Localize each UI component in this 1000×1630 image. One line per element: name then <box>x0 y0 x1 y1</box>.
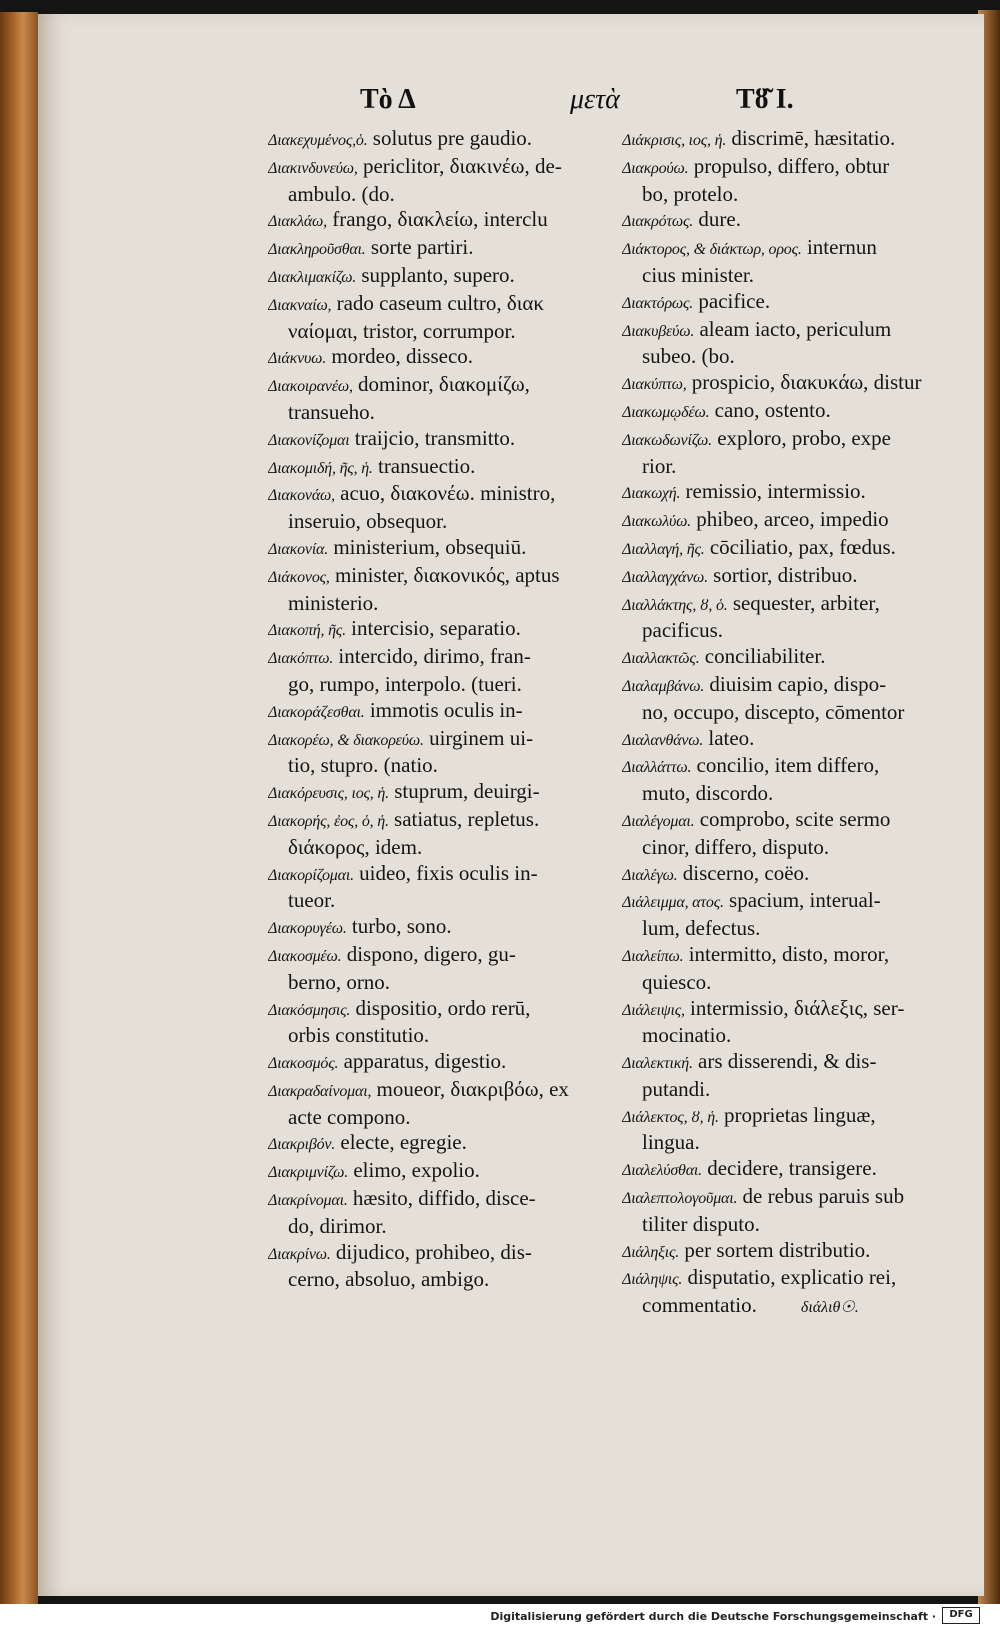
entry-gloss: uirginem ui- tio, stupro. (natio. <box>288 725 534 778</box>
entry-gloss: periclitor, διακινέω, de- ambulo. (do. <box>288 153 562 206</box>
dictionary-entry <box>622 507 940 535</box>
dictionary-entry <box>268 426 586 454</box>
entry-headword: Διακύπτω, <box>622 376 687 394</box>
entry-gloss: dispono, digero, gu- berno, orno. <box>288 941 516 994</box>
entry-headword: Διακριβόν. <box>268 1136 336 1154</box>
entry-headword: Διαλλάττω. <box>622 759 692 777</box>
entry-headword: Διαλείπω. <box>622 947 684 965</box>
header-right: Τȣ͂ Ι. <box>736 84 794 115</box>
dictionary-entry <box>622 479 940 507</box>
dictionary-entry <box>268 996 586 1050</box>
entry-gloss: electe, egregie. <box>335 1130 467 1155</box>
entry-gloss: conciliabiliter. <box>699 644 826 669</box>
dictionary-entry <box>268 726 586 780</box>
entry-gloss: immotis oculis in- <box>364 697 523 722</box>
entry-gloss: traijcio, transmitto. <box>349 425 516 450</box>
entry-gloss: elimo, expolio. <box>348 1158 480 1183</box>
entry-gloss: moueor, διακριβόω, ex acte compono. <box>288 1076 569 1129</box>
entry-gloss: intercido, dirimo, fran- go, rumpo, interpolo. (tueri. <box>288 644 531 696</box>
dictionary-entry <box>268 616 586 644</box>
running-header <box>360 84 920 124</box>
entry-gloss: exploro, probo, expe rior. <box>642 425 891 478</box>
dictionary-entry <box>268 779 586 807</box>
entry-headword: Διάκρισις, ιος, ἡ. <box>622 132 727 149</box>
dictionary-entry <box>622 235 940 289</box>
dictionary-entry <box>622 996 940 1050</box>
entry-headword: Διάκτορος, & διάκτωρ, ορος. <box>622 241 802 259</box>
entry-headword: Διακεχυμένος,ὁ. <box>268 132 368 149</box>
entry-gloss: acuo, διακονέω. ministro, inseruio, obsequor. <box>288 481 556 534</box>
entry-gloss: sortior, distribuo. <box>707 562 858 587</box>
entry-headword: Διακναίω, <box>268 296 332 314</box>
entry-gloss: dispositio, ordo rerū, orbis constitutio. <box>288 995 531 1048</box>
entry-gloss: cōciliatio, pax, fœdus. <box>704 534 896 559</box>
dictionary-entry <box>268 535 586 563</box>
entry-headword: Διαλλάκτης, ȣ, ὁ. <box>622 596 728 614</box>
entry-headword: Διακριμνίζω. <box>268 1164 349 1182</box>
entry-headword: Διακλιμακίζω. <box>268 268 357 286</box>
entry-gloss: frango, διακλείω, interclu <box>326 207 548 232</box>
entry-gloss: sequester, arbiter, pacificus. <box>642 590 880 643</box>
entry-gloss: decidere, transigere. <box>701 1156 877 1181</box>
dictionary-entry <box>622 207 940 235</box>
dictionary-entry <box>268 263 586 291</box>
entry-headword: Διακόσμησις. <box>268 1001 351 1019</box>
dictionary-entry <box>268 1077 586 1131</box>
entry-gloss: intermissio, διάλεξις, ser- mocinatio. <box>642 995 905 1048</box>
dictionary-entry <box>268 1240 586 1294</box>
entry-headword: Διακονία. <box>268 540 329 558</box>
entry-headword: Διακρότως. <box>622 213 694 231</box>
entry-headword: Διαλανθάνω. <box>622 731 704 749</box>
entry-headword: Διάκονος, <box>268 568 330 586</box>
entry-headword: Διακωχή. <box>622 485 681 503</box>
header-center: μετὰ <box>570 84 620 115</box>
dictionary-entry <box>622 644 940 672</box>
dictionary-entry <box>622 1238 940 1266</box>
entry-gloss: per sortem distributio. <box>679 1237 871 1262</box>
entry-headword: Διάλειψις, <box>622 1001 685 1019</box>
entry-gloss: disputatio, explicatio rei, commentatio. <box>642 1265 897 1318</box>
dictionary-entry <box>268 914 586 942</box>
dictionary-entry <box>622 535 940 563</box>
dictionary-entry <box>268 1049 586 1077</box>
entry-headword: Διακτόρως. <box>622 294 694 312</box>
entry-gloss: ministerium, obsequiū. <box>328 534 527 559</box>
dictionary-entry <box>622 563 940 591</box>
entry-gloss: spacium, interual- lum, defectus. <box>642 888 881 941</box>
entry-gloss: hæsito, diffido, disce- do, dirimor. <box>288 1186 536 1238</box>
dictionary-entry <box>268 372 586 426</box>
funding-credit: Digitalisierung gefördert durch die Deutsche Forschungsgemeinschaft · <box>490 1610 936 1623</box>
dictionary-entry <box>622 398 940 426</box>
entry-headword: Διάλειμμα, ατος. <box>622 894 724 912</box>
dictionary-entry <box>268 344 586 372</box>
dictionary-entry <box>268 235 586 263</box>
dictionary-entry <box>268 563 586 617</box>
entry-gloss: dominor, διακομίζω, transueho. <box>288 372 530 424</box>
entry-headword: Διακοιρανέω, <box>268 378 353 396</box>
entry-headword: Διακωδωνίζω. <box>622 431 712 449</box>
dictionary-entry <box>268 454 586 482</box>
dictionary-entry <box>268 291 586 345</box>
dictionary-entry <box>622 370 940 398</box>
dictionary-entry <box>268 207 586 235</box>
dictionary-entry <box>268 698 586 726</box>
entry-gloss: discrimē, hæsitatio. <box>726 126 896 150</box>
entry-headword: Διαλλακτῶς. <box>622 650 700 668</box>
entry-headword: Διακοσμέω. <box>268 947 342 965</box>
entry-headword: Διαλέγω. <box>622 866 678 884</box>
entry-gloss: proprietas linguæ, lingua. <box>642 1102 876 1155</box>
entry-gloss: supplanto, supero. <box>356 262 515 287</box>
entry-gloss: propulso, differo, obtur bo, protelo. <box>642 153 890 206</box>
entry-headword: Διακρίνομαι. <box>268 1192 348 1210</box>
entry-gloss: sorte partiri. <box>365 235 474 260</box>
dictionary-entry <box>268 154 586 208</box>
dictionary-entry <box>622 126 940 154</box>
entry-gloss: comprobo, scite sermo cinor, differo, disputo. <box>642 806 891 859</box>
dictionary-entry <box>268 1186 586 1240</box>
dictionary-entry <box>622 1156 940 1184</box>
dictionary-entry <box>622 426 940 480</box>
entry-headword: Διακυβεύω. <box>622 322 695 340</box>
entry-gloss: stuprum, deuirgi- <box>388 779 540 804</box>
entry-headword: Διακοσμός. <box>268 1055 339 1073</box>
entry-gloss: intercisio, separatio. <box>345 616 521 641</box>
dictionary-entry <box>622 154 940 208</box>
entry-gloss: de rebus paruis sub tiliter disputo. <box>642 1184 905 1236</box>
entry-gloss: lateo. <box>703 725 755 750</box>
entry-headword: Διαλέγομαι. <box>622 812 695 830</box>
dictionary-entry <box>622 807 940 861</box>
entry-gloss: pacifice. <box>693 288 771 313</box>
entry-headword: Διακορυγέω. <box>268 920 347 938</box>
dictionary-entry <box>268 1130 586 1158</box>
entry-headword: Διακορής, ἐος, ὁ, ἡ. <box>268 812 389 830</box>
entry-headword: Διαλεκτική. <box>622 1055 693 1073</box>
entry-gloss: phibeo, arceo, impedio <box>690 507 889 532</box>
entry-headword: Διάληξις. <box>622 1243 680 1261</box>
entry-headword: Διακορίζομαι. <box>268 866 354 884</box>
entry-gloss: prospicio, διακυκάω, distur <box>686 370 922 395</box>
entry-headword: Διακληροῦσθαι. <box>268 241 366 259</box>
entry-gloss: apparatus, digestio. <box>338 1049 507 1074</box>
entry-gloss: cano, ostento. <box>709 397 831 422</box>
entry-gloss: dijudico, prohibeo, dis- cerno, absoluo, ambigo. <box>288 1239 532 1292</box>
entry-headword: Διακομιδή, ῆς, ἡ. <box>268 459 373 477</box>
entry-headword: Διάληψις. <box>622 1271 683 1289</box>
entry-gloss: aleam iacto, periculum subeo. (bo. <box>642 316 892 369</box>
entry-headword: Διακλάω, <box>268 213 327 231</box>
dictionary-entry <box>622 672 940 726</box>
dictionary-entry <box>622 726 940 754</box>
entry-headword: Διακορέω, & διακορεύω. <box>268 731 424 749</box>
left-column <box>268 126 586 1293</box>
entry-headword: Διακονίζομαι <box>268 431 350 449</box>
dictionary-entry <box>622 1184 940 1238</box>
dictionary-entry <box>622 888 940 942</box>
entry-gloss: dure. <box>693 207 741 232</box>
entry-gloss: remissio, intermissio. <box>680 479 866 504</box>
entry-gloss: turbo, sono. <box>346 914 452 939</box>
entry-headword: Διακραδαίνομαι, <box>268 1082 372 1100</box>
dictionary-entry <box>268 807 586 861</box>
entry-headword: Διάκνυω. <box>268 350 327 368</box>
entry-gloss: mordeo, disseco. <box>326 344 474 369</box>
dictionary-entry <box>622 317 940 371</box>
right-column <box>622 126 940 1321</box>
entry-gloss: ars disserendi, & dis- putandi. <box>642 1049 877 1101</box>
entry-gloss: transuectio. <box>372 453 476 478</box>
entry-headword: Διακονάω, <box>268 487 335 505</box>
dictionary-entry <box>622 591 940 645</box>
entry-headword: Διακωλύω. <box>622 513 691 531</box>
book-spine-left <box>0 12 38 1604</box>
dictionary-entry <box>622 753 940 807</box>
dictionary-entry <box>268 1158 586 1186</box>
dictionary-entry <box>622 1103 940 1157</box>
dictionary-entry <box>622 1265 940 1321</box>
entry-headword: Διακοπή, ῆς. <box>268 622 346 640</box>
entry-gloss: minister, διακονικός, aptus ministerio. <box>288 562 560 615</box>
entry-gloss: solutus pre gaudio. <box>367 126 533 150</box>
entry-gloss: intermitto, disto, moror, quiesco. <box>642 941 890 994</box>
dfg-logo: DFG <box>942 1607 980 1624</box>
entry-headword: Διαλεπτολογοῦμαι. <box>622 1190 738 1208</box>
entry-headword: Διακρούω. <box>622 159 689 177</box>
dictionary-entry <box>622 942 940 996</box>
entry-gloss: concilio, item differo, muto, discordo. <box>642 753 880 806</box>
entry-gloss: diuisim capio, dispo- no, occupo, discepto, cōmentor <box>642 671 905 724</box>
dictionary-entry <box>622 1049 940 1103</box>
dictionary-entry <box>268 942 586 996</box>
entry-gloss: uideo, fixis oculis in- tueor. <box>288 860 538 913</box>
entry-gloss: discerno, coëo. <box>677 860 810 885</box>
entry-headword: Διαλαμβάνω. <box>622 677 705 695</box>
entry-gloss: internun cius minister. <box>642 235 877 287</box>
entry-headword: Διακόπτω. <box>268 650 334 668</box>
catchword: διάλιθ☉. <box>800 1299 859 1317</box>
dictionary-entry <box>268 861 586 915</box>
entry-headword: Διακωμῳδέω. <box>622 403 710 421</box>
dictionary-entry <box>268 644 586 698</box>
entry-headword: Διαλελύσθαι. <box>622 1162 702 1180</box>
entry-headword: Διαλλαγχάνω. <box>622 568 708 586</box>
entry-headword: Διακοράζεσθαι. <box>268 703 365 721</box>
dictionary-entry <box>622 289 940 317</box>
dictionary-entry <box>268 481 586 535</box>
entry-gloss: rado caseum cultro, διακ ναίομαι, tristor, corrumpor. <box>288 290 545 343</box>
entry-headword: Διακόρευσις, ιος, ἡ. <box>268 785 389 803</box>
header-left: Τὸ Δ <box>360 84 416 115</box>
entry-gloss: satiatus, repletus. διάκορος, idem. <box>288 806 540 859</box>
entry-headword: Διαλλαγή, ῆς. <box>622 540 705 558</box>
dictionary-entry <box>622 861 940 889</box>
entry-headword: Διακινδυνεύω, <box>268 159 358 177</box>
entry-headword: Διακρίνω. <box>268 1245 331 1263</box>
entry-headword: Διάλεκτος, ȣ, ἡ. <box>622 1108 719 1126</box>
dictionary-entry <box>268 126 586 154</box>
